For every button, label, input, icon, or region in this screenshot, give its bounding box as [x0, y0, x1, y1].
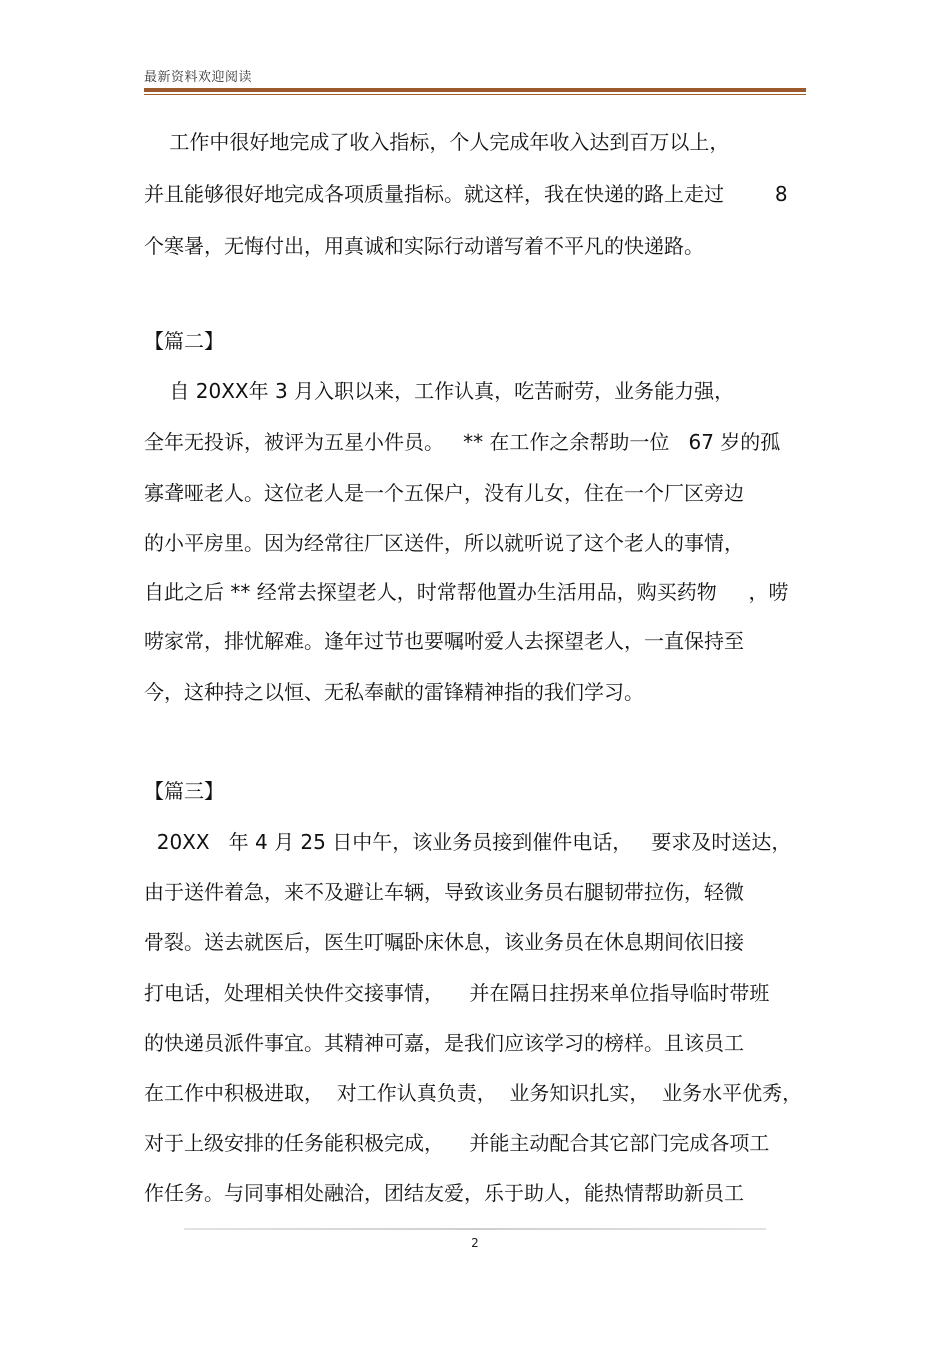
- header-rule-thick: [144, 88, 806, 92]
- body-line: 今，这种持之以恒、无私奉献的雷锋精神指的我们学习。: [144, 680, 644, 704]
- body-line: 并且能够很好地完成各项质量指标。就这样，我在快递的路上走过 8: [144, 182, 788, 206]
- body-line: 20XX 年 4 月 25 日中午，该业务员接到催件电话， 要求及时送达，: [144, 830, 792, 854]
- body-line: 个寒暑，无悔付出，用真诚和实际行动谱写着不平凡的快递路。: [144, 234, 704, 258]
- body-line: 寡聋哑老人。这位老人是一个五保户，没有儿女，住在一个厂区旁边: [144, 481, 744, 505]
- section-heading: 【篇三】: [144, 779, 224, 803]
- body-line: 全年无投诉，被评为五星小件员。 ** 在工作之余帮助一位 67 岁的孤: [144, 430, 781, 454]
- body-line: 自此之后 ** 经常去探望老人，时常帮他置办生活用品，购买药物 ，唠: [144, 580, 789, 604]
- page-number: 2: [471, 1236, 479, 1250]
- body-line: 由于送件着急，来不及避让车辆，导致该业务员右腿韧带拉伤，轻微: [144, 880, 744, 904]
- body-line: 对于上级安排的任务能积极完成， 并能主动配合其它部门完成各项工: [144, 1131, 770, 1155]
- body-line: 自 20XX年 3 月入职以来，工作认真，吃苦耐劳，业务能力强，: [144, 379, 735, 403]
- header-rule-thin: [144, 94, 806, 95]
- body-line: 打电话，处理相关快件交接事情， 并在隔日拄拐来单位指导临时带班: [144, 981, 770, 1005]
- body-line: 的小平房里。因为经常往厂区送件，所以就听说了这个老人的事情，: [144, 531, 744, 555]
- body-line: 骨裂。送去就医后，医生叮嘱卧床休息，该业务员在休息期间依旧接: [144, 930, 744, 954]
- body-line: 的快递员派件事宜。其精神可嘉，是我们应该学习的榜样。且该员工: [144, 1031, 744, 1055]
- body-line: 唠家常，排忧解难。逢年过节也要嘱咐爱人去探望老人，一直保持至: [144, 629, 744, 653]
- body-line: 作任务。与同事相处融洽，团结友爱，乐于助人，能热情帮助新员工: [144, 1181, 744, 1205]
- page-header: 最新资料欢迎阅读: [144, 70, 253, 85]
- body-line: 工作中很好地完成了收入指标，个人完成年收入达到百万以上，: [144, 130, 730, 154]
- footer-rule: [184, 1228, 766, 1230]
- section-heading: 【篇二】: [144, 329, 224, 353]
- body-line: 在工作中积极进取， 对工作认真负责， 业务知识扎实， 业务水平优秀，: [144, 1081, 803, 1105]
